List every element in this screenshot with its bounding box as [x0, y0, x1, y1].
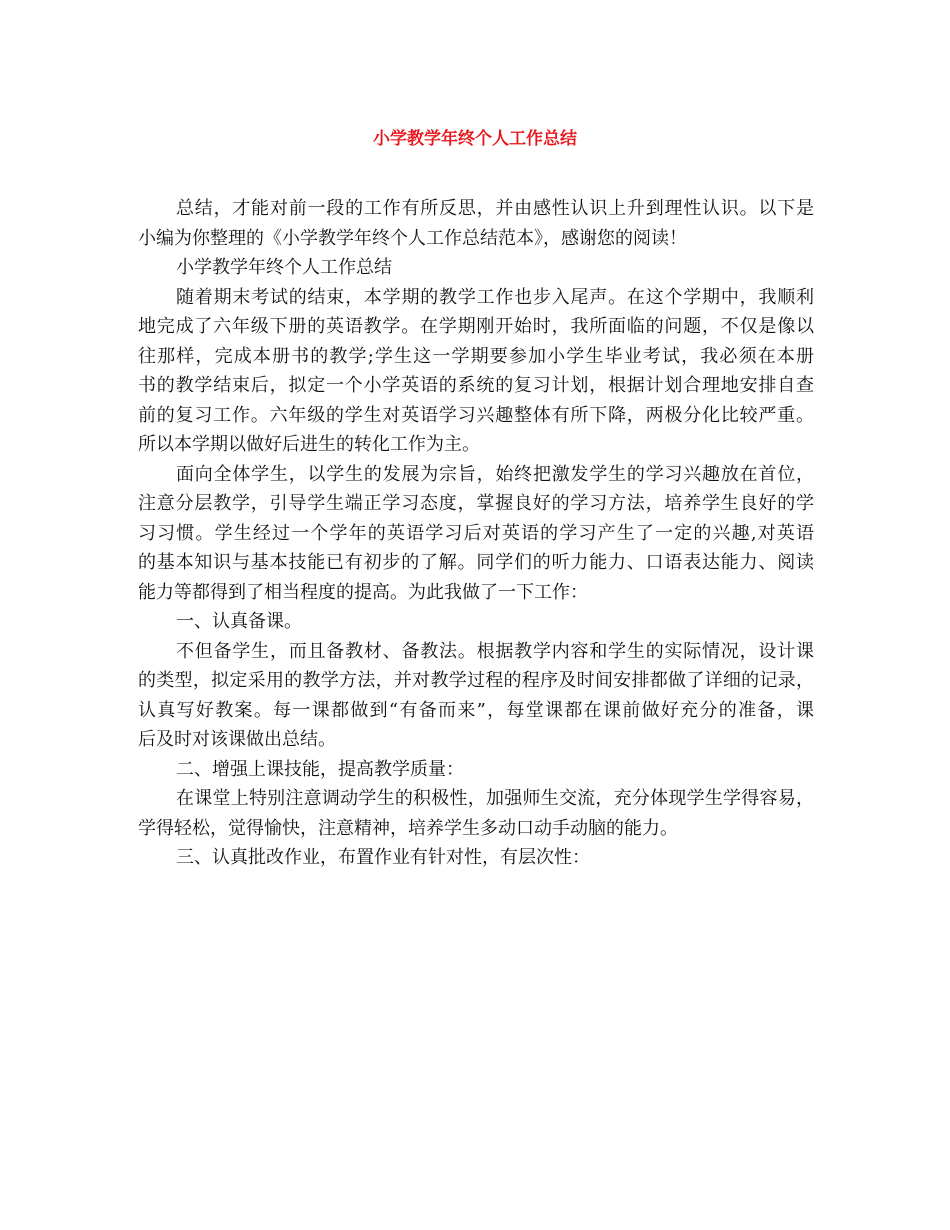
text-line: 习习惯。学生经过一个学年的英语学习后对英语的学习产生了一定的兴趣,对英语: [138, 522, 814, 544]
text-line: 书的教学结束后，拟定一个小学英语的系统的复习计划，根据计划合理地安排自查: [138, 375, 814, 396]
text-line: 所以本学期以做好后进生的转化工作为主。: [138, 434, 480, 455]
text-line: 注意分层教学，引导学生端正学习态度，掌握良好的学习方法，培养学生良好的学: [138, 493, 814, 514]
text-line: 后及时对该课做出总结。: [138, 729, 336, 750]
section-heading: 三、认真批改作业，布置作业有针对性，有层次性：: [176, 847, 590, 868]
section-heading: 一、认真备课。: [176, 611, 302, 632]
text-line: 在课堂上特别注意调动学生的积极性，加强师生交流，充分体现学生学得容易，: [176, 788, 814, 809]
text-line: 不但备学生，而且备教材、备教法。根据教学内容和学生的实际情况，设计课: [176, 640, 814, 662]
text-line: 面向全体学生，以学生的发展为宗旨，始终把激发学生的学习兴趣放在首位，: [176, 463, 814, 485]
text-line: 往那样，完成本册书的教学;学生这一学期要参加小学生毕业考试，我必须在本册: [138, 345, 814, 367]
text-line: 前的复习工作。六年级的学生对英语学习兴趣整体有所下降，两极分化比较严重。: [138, 404, 814, 426]
document-title: 小学教学年终个人工作总结: [373, 129, 577, 149]
document-body: [138, 194, 814, 873]
text-line: 学得轻松，觉得愉快，注意精神，培养学生多动口动手动脑的能力。: [138, 817, 678, 839]
section-heading: 二、增强上课技能，提高教学质量：: [176, 758, 464, 780]
text-line: 小学教学年终个人工作总结: [176, 257, 392, 278]
text-line: 总结，才能对前一段的工作有所反思，并由感性认识上升到理性认识。以下是: [176, 198, 814, 219]
text-line: 的基本知识与基本技能已有初步的了解。同学们的听力能力、口语表达能力、阅读: [138, 552, 814, 573]
text-line: 地完成了六年级下册的英语教学。在学期刚开始时，我所面临的问题，不仅是像以: [138, 316, 814, 337]
text-line: 认真写好教案。每一课都做到“有备而来”，每堂课都在课前做好充分的准备，课: [138, 699, 814, 721]
text-line: 小编为你整理的《小学教学年终个人工作总结范本》，感谢您的阅读！: [138, 227, 687, 249]
text-line: 的类型，拟定采用的教学方法，并对教学过程的程序及时间安排都做了详细的记录，: [138, 670, 814, 691]
text-line: 能力等都得到了相当程度的提高。为此我做了一下工作：: [138, 581, 588, 603]
text-line: 随着期末考试的结束，本学期的教学工作也步入尾声。在这个学期中，我顺利: [176, 286, 814, 308]
